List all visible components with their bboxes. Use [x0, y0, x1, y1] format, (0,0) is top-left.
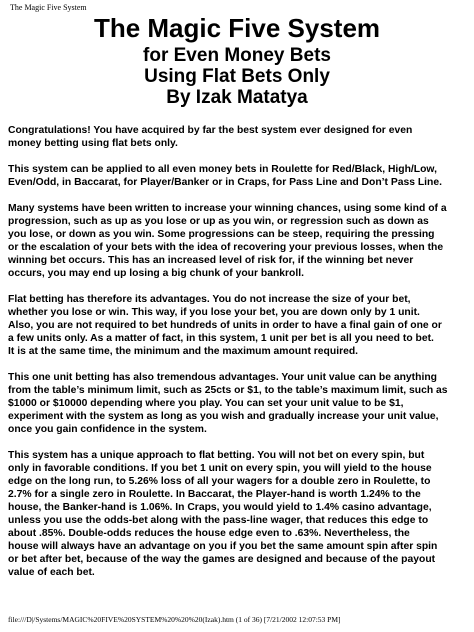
document-subtitle-2: Using Flat Bets Only — [144, 66, 330, 87]
paragraph-line: money betting using flat bets only. — [8, 138, 178, 149]
paragraph-line: winning bet occurs. This has an increased level of risk for, if the winning bet never — [8, 255, 414, 266]
print-footer: file:///D|/Systems/MAGIC%20FIVE%20SYSTEM%20%20%20(Izak).htm (1 of 36) [7/21/2002 12:07:53 PM] — [8, 615, 341, 624]
paragraph-line: Even/Odd, in Baccarat, for Player/Banker or in Craps, for Pass Line and Don’t Pass Line. — [8, 177, 442, 188]
paragraph-line: This one unit betting has also tremendous advantages. Your unit value can be anything — [8, 372, 437, 383]
paragraph-line: experiment with the system as long as you wish and gradually increase your unit value, — [8, 411, 439, 422]
running-title: The Magic Five System — [10, 3, 87, 12]
paragraph-line: $1000 or $10000 depending where you play. You can set your unit value to be $1, — [8, 398, 404, 409]
paragraph-line: Many systems have been written to increase your winning chances, using some kind of a — [8, 203, 447, 214]
paragraph-line: edge on the long run, to 5.26% loss of all your wagers for a double zero in Roulette, to — [8, 476, 431, 487]
body-paragraph — [8, 449, 470, 579]
paragraph-line: once you gain confidence in the system. — [8, 424, 207, 435]
paragraph-line: or bet after bet, because of the way the games are designed and because of the payout — [8, 554, 436, 565]
author-line: By Izak Matatya — [166, 87, 308, 108]
body-paragraph — [8, 202, 470, 280]
document-subtitle-1: for Even Money Bets — [143, 45, 331, 66]
paragraph-line: Flat betting has therefore its advantages. You do not increase the size of your bet, — [8, 294, 411, 305]
paragraph-line: unless you use the odds-bet along with the pass-line wager, that reduces this edge to — [8, 515, 429, 526]
paragraph-line: a few units only. As a matter of fact, in this system, 1 unit per bet is all you need to bet. — [8, 333, 434, 344]
paragraph-line: 2.7% for a single zero in Roulette. In Baccarat, the Player-hand is worth 1.24% to the — [8, 489, 421, 500]
body-paragraph — [8, 163, 470, 189]
paragraph-line: It is at the same time, the minimum and the maximum amount required. — [8, 346, 359, 357]
paragraph-line: occurs, you may end up losing a big chunk of your bankroll. — [8, 268, 304, 279]
title-block — [0, 14, 474, 108]
document-title: The Magic Five System — [93, 13, 381, 43]
body-paragraph — [8, 293, 470, 358]
paragraph-line: you lose, or down as you win. Some progressions can be steep, requiring the pressing — [8, 229, 435, 240]
paragraph-line: This system has a unique approach to flat betting. You will not bet on every spin, but — [8, 450, 425, 461]
paragraph-line: or the escalation of your bets with the idea of recovering your previous losses, when the — [8, 242, 444, 253]
paragraph-line: house will always have an advantage on you if you bet the same amount spin after spin — [8, 541, 438, 552]
paragraph-line: house, the Banker-hand is 1.06%. In Craps, you would yield to 1.4% casino advantage, — [8, 502, 432, 513]
paragraph-line: Also, you are not required to bet hundreds of units in order to have a final gain of one or — [8, 320, 442, 331]
paragraph-line: about .85%. Double-odds reduces the house edge even to .63%. Nevertheless, the — [8, 528, 410, 539]
paragraph-line: from the table’s minimum limit, such as 25cts or $1, to the table’s maximum limit, such as — [8, 385, 448, 396]
paragraph-line: only in favorable conditions. If you bet 1 unit on every spin, you will yield to the house — [8, 463, 432, 474]
paragraph-line: value of each bet. — [8, 567, 95, 578]
body-paragraph — [8, 371, 470, 436]
paragraph-line: This system can be applied to all even money bets in Roulette for Red/Black, High/Low, — [8, 164, 437, 175]
paragraph-line: progression, such as up as you lose or up as you win, or regression such as down as — [8, 216, 429, 227]
paragraph-line: whether you lose or win. This way, if you lose your bet, you are down only by 1 unit. — [8, 307, 420, 318]
body-paragraph — [8, 124, 470, 150]
paragraph-line: Congratulations! You have acquired by far the best system ever designed for even — [8, 125, 413, 136]
body-text — [8, 124, 470, 592]
